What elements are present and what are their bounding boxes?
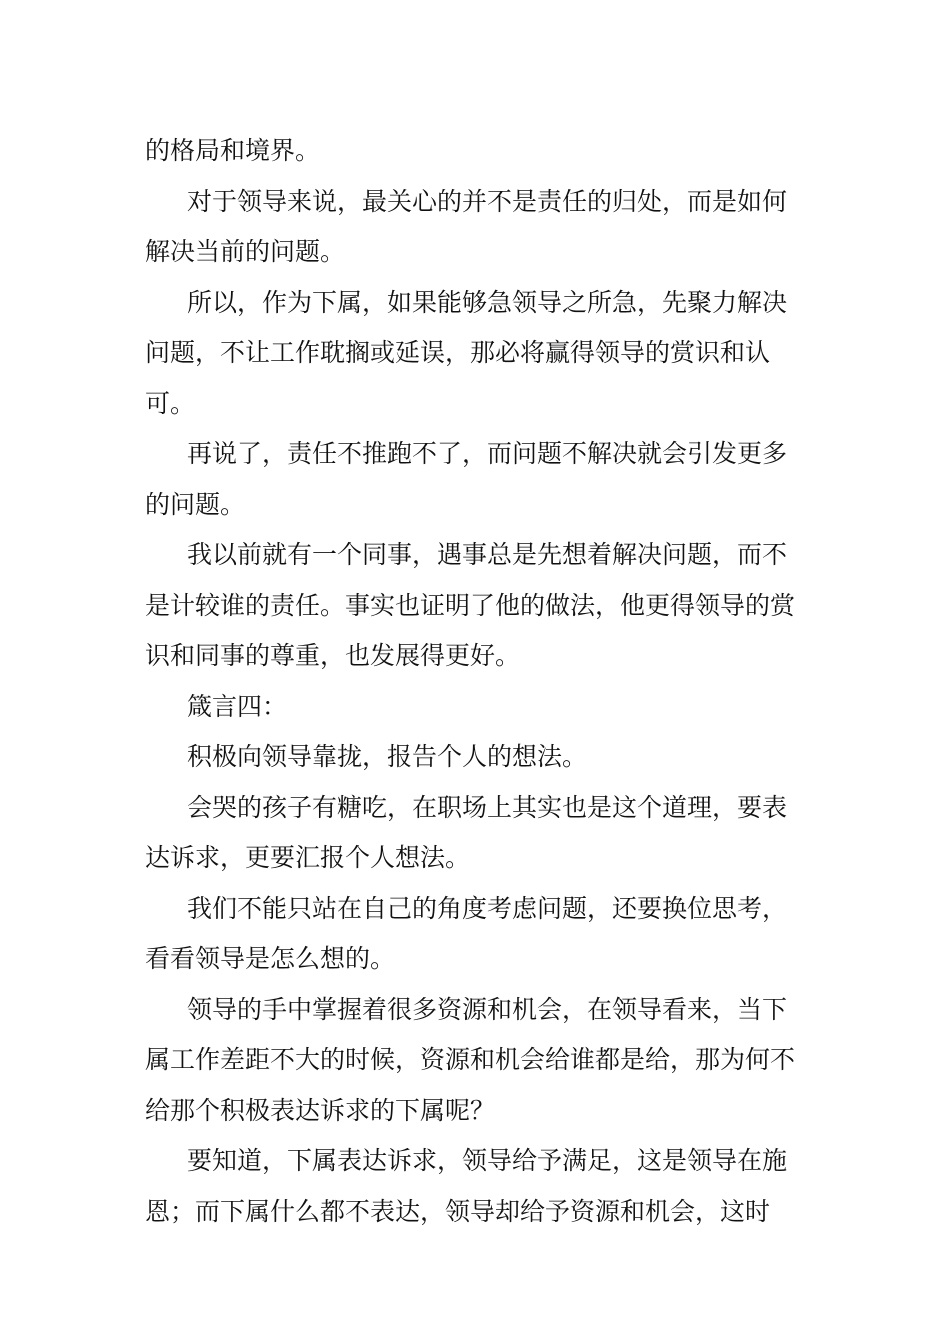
paragraph-8: 会哭的孩子有糖吃，在职场上其实也是这个道理，要表达诉求，更要汇报个人想法。	[145, 792, 788, 872]
paragraph-10: 领导的手中掌握着很多资源和机会，在领导看来，当下属工作差距不大的时候，资源和机会给谁都是给，那为何不给那个积极表达诉求的下属呢？	[145, 994, 796, 1125]
paragraph-4: 再说了，责任不推跑不了，而问题不解决就会引发更多的问题。	[145, 439, 788, 519]
section-summary: 积极向领导靠拢，报告个人的想法。	[187, 742, 588, 771]
paragraph-5: 我以前就有一个同事，遇事总是先想着解决问题，而不是计较谁的责任。事实也证明了他的做法，他更得领导的赏识和同事的尊重，也发展得更好。	[145, 540, 796, 670]
paragraph-2: 对于领导来说，最关心的并不是责任的归处，而是如何解决当前的问题。	[145, 186, 788, 266]
body-text	[145, 126, 810, 1237]
paragraph-1: 的格局和境界。	[145, 136, 321, 165]
paragraph-9: 我们不能只站在自己的角度考虑问题，还要换位思考，看看领导是怎么想的。	[145, 893, 788, 973]
paragraph-11: 要知道，下属表达诉求，领导给予满足，这是领导在施恩；而下属什么都不表达，领导却给予资源和机会，这时	[145, 1146, 788, 1226]
section-heading: 箴言四：	[187, 691, 288, 721]
paragraph-3: 所以，作为下属，如果能够急领导之所急，先聚力解决问题，不让工作耽搁或延误，那必将赢得领导的赏识和认可。	[145, 287, 788, 418]
